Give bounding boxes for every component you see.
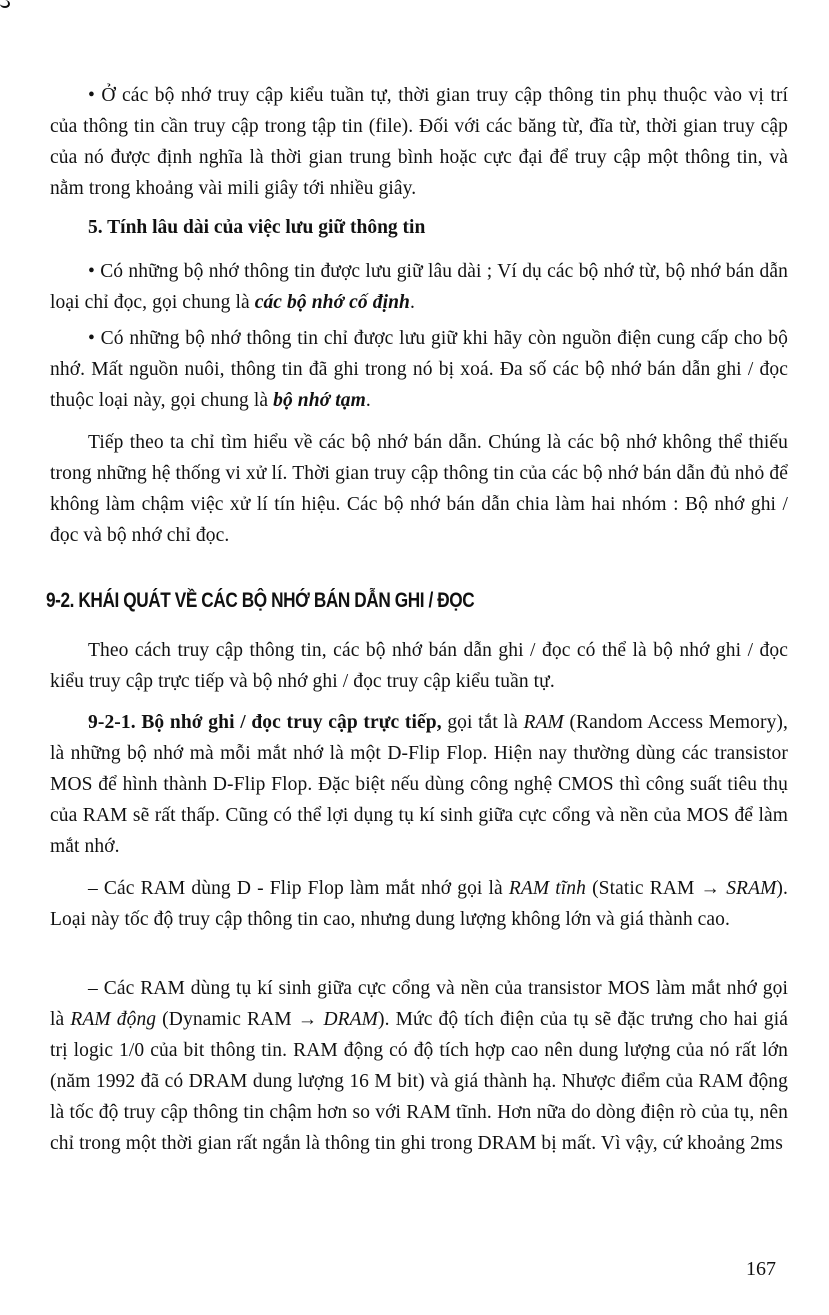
page-number: 167 [746, 1258, 776, 1280]
term-static-ram: RAM tĩnh [508, 878, 587, 899]
subsection-heading: 9-2-1. Bộ nhớ ghi / đọc truy cập trực tiếp, [88, 712, 442, 733]
text: • Có những bộ nhớ thông tin được lưu giữ lâu dài ; Ví dụ các bộ nhớ từ, bộ nhớ bán dẫn loại chỉ đọc, gọi chung là [50, 261, 788, 313]
emphasis-fixed-memory: các bộ nhớ cố định [254, 292, 410, 313]
paragraph-access-types: Theo cách truy cập thông tin, các bộ nhớ bán dẫn ghi / đọc có thể là bộ nhớ ghi / đọc kiểu truy cập trực tiếp và bộ nhớ ghi / đọc truy cập kiểu tuần tự. [50, 640, 788, 692]
paragraph-semiconductor-intro: Tiếp theo ta chỉ tìm hiểu về các bộ nhớ bán dẫn. Chúng là các bộ nhớ không thể thiếu trong những hệ thống vi xử lí. Thời gian truy cập thông tin của các bộ nhớ bán dẫn đủ nhỏ để không làm chậm việc xử lí tín hiệu. Các bộ nhớ bán dẫn chia làm hai nhóm : Bộ nhớ ghi / đọc và bộ nhớ chỉ đọc. [50, 432, 788, 546]
term-dynamic-ram: RAM động [70, 1009, 157, 1030]
text: ). Mức độ tích điện của tụ sẽ đặc trưng cho hai giá trị logic 1/0 của bit thông tin. RAM động có độ tích hợp cao nên dung lượng của nó rất lớn (năm 1992 đã có DRAM dung lượng 16 M bit) và giá thành hạ. Nhược điểm của RAM động là tốc độ truy cập thông tin chậm hơn so với RAM tĩnh. Hơn nữa do dòng điện rò của tụ, nên chỉ trong một thời gian rất ngắn là thông tin ghi trong DRAM bị mất. Vì vậy, cứ khoảng 2ms [50, 1009, 789, 1154]
text: . [409, 292, 415, 313]
paragraph-sram [50, 873, 788, 935]
paragraph-temporary-memory [50, 323, 788, 416]
term-ram: RAM [523, 712, 564, 733]
paragraph-dram [50, 973, 788, 1159]
section-title: 9-2. KHÁI QUÁT VỀ CÁC BỘ NHỚ BÁN DẪN GHI / ĐỌC [46, 589, 475, 612]
text: – Các RAM dùng D - Flip Flop làm mắt nhớ gọi là [88, 878, 509, 899]
text: (Dynamic RAM → [156, 1009, 324, 1030]
paragraph-permanent-memory [50, 256, 788, 318]
text: . [365, 390, 371, 411]
emphasis-temp-memory: bộ nhớ tạm [273, 390, 366, 411]
paragraph-sequential-access: • Ở các bộ nhớ truy cập kiểu tuần tự, thời gian truy cập thông tin phụ thuộc vào vị trí của thông tin cần truy cập trong tập tin (file). Đối với các băng từ, đĩa từ, thời gian truy cập của nó được định nghĩa là thời gian trung bình hoặc cực đại để truy cập một thông tin, và nằm trong khoảng vài mili giây tới nhiều giây. [50, 85, 788, 199]
text: gọi tắt là [441, 712, 524, 733]
subheading-retention: 5. Tính lâu dài của việc lưu giữ thông tin [88, 217, 426, 238]
paragraph-ram [50, 707, 788, 862]
term-dram: DRAM [323, 1009, 378, 1030]
text: ). Loại này tốc độ truy cập thông tin cao, nhưng dung lượng không lớn và giá thành cao. [50, 878, 788, 930]
text: – Các RAM dùng tụ kí sinh giữa cực cổng và nền của transistor MOS làm mắt nhớ gọi là [50, 978, 788, 1030]
text: • Có những bộ nhớ thông tin chỉ được lưu giữ khi hãy còn nguồn điện cung cấp cho bộ nhớ. Mất nguồn nuôi, thông tin đã ghi trong nó bị xoá. Đa số các bộ nhớ bán dẫn ghi / đọc thuộc loại này, gọi chung là [50, 328, 788, 411]
text: (Random Access Memory), là những bộ nhớ mà mỗi mắt nhớ là một D-Flip Flop. Hiện nay thường dùng các transistor MOS để hình thành D-Flip Flop. Đặc biệt nếu dùng công nghệ CMOS thì công suất tiêu thụ của RAM sẽ rất thấp. Cũng có thể lợi dụng tụ kí sinh giữa cực cổng và nền của MOS để làm mắt nhớ. [50, 712, 789, 857]
scan-mark [0, 0, 10, 8]
text: (Static RAM → [586, 878, 727, 899]
term-sram: SRAM [726, 878, 777, 899]
